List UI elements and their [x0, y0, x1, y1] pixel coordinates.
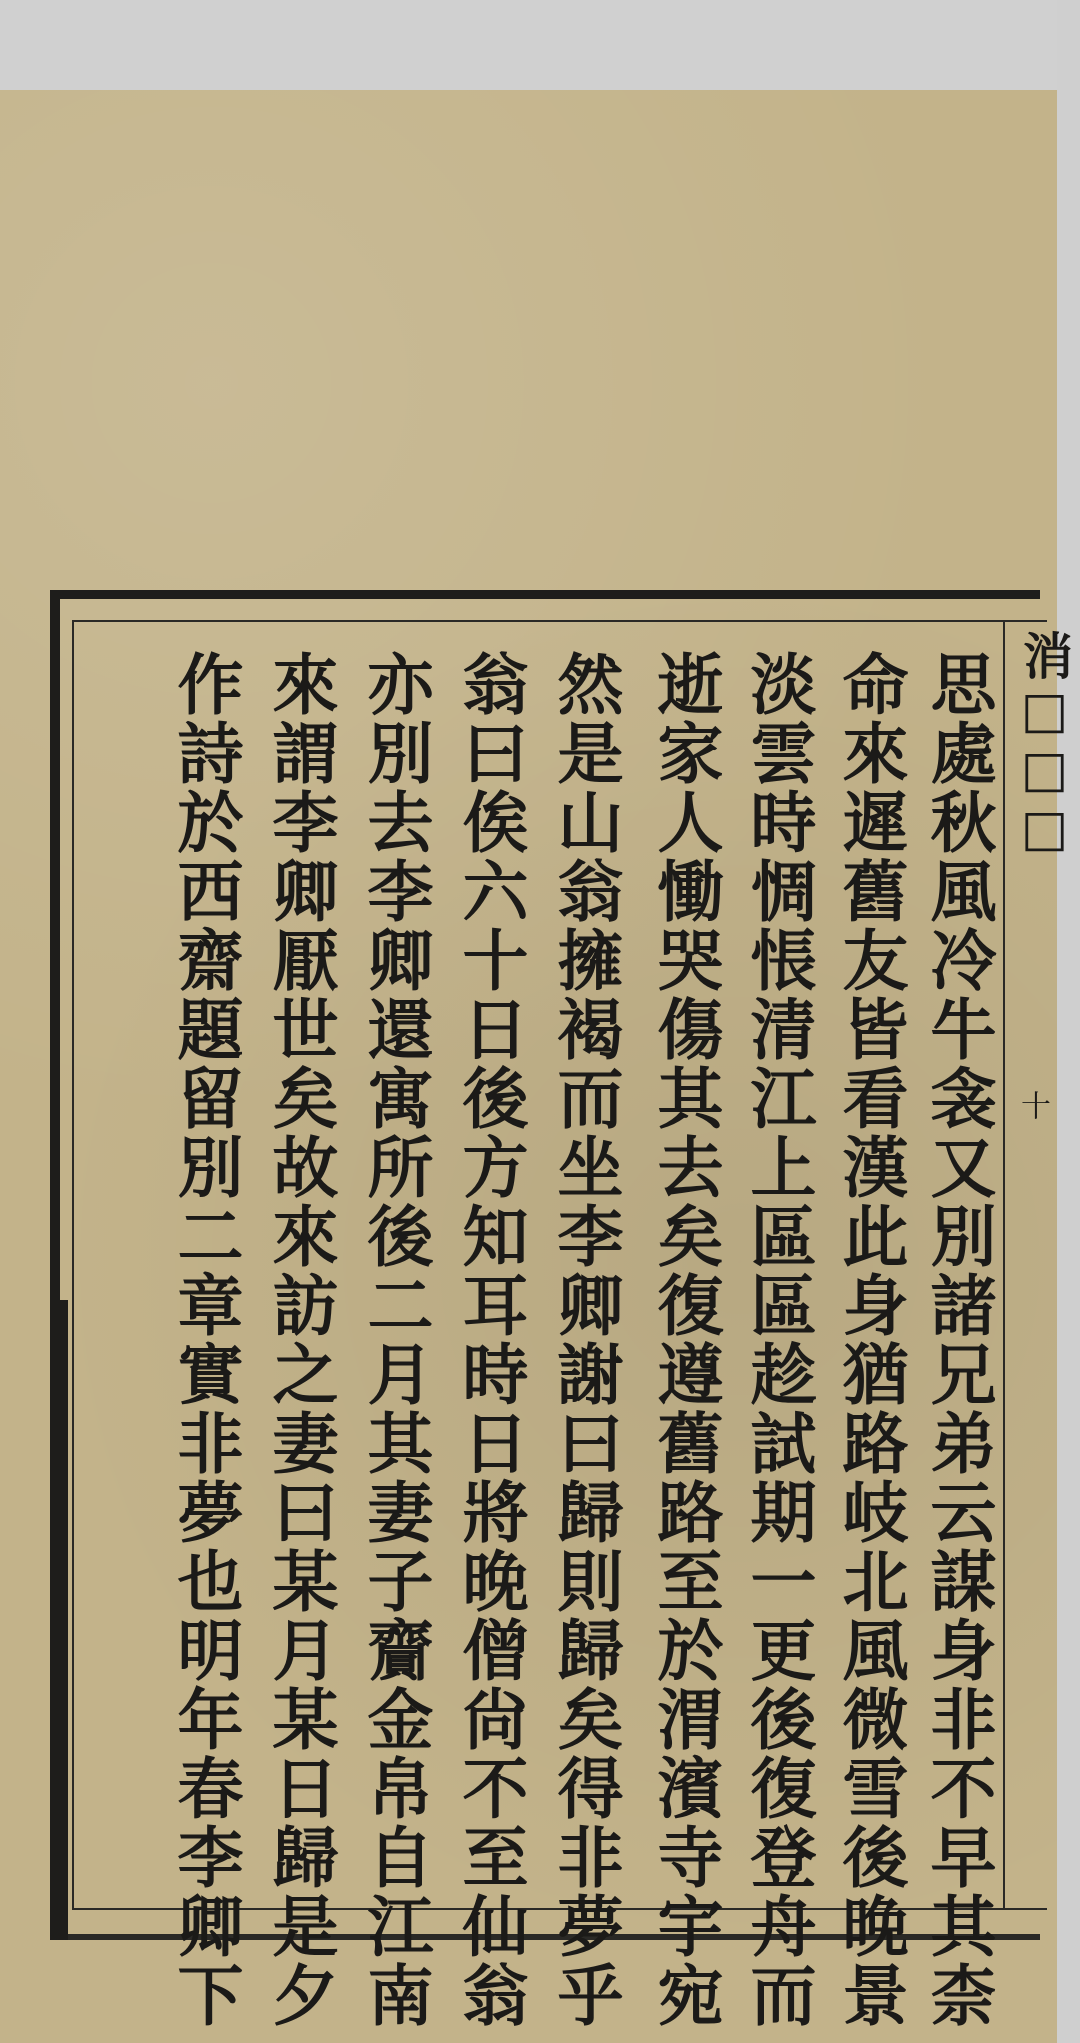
scan-margin — [0, 0, 1057, 90]
text-column-5: 然是山翁擁褐而坐李卿謝曰歸則歸矣得非夢乎 — [546, 650, 624, 2030]
text-column-6: 翁曰俟六十日後方知耳時日將晚僧尙不至仙翁 — [451, 650, 529, 2030]
text-column-7: 亦別去李卿還寓所後二月其妻子齎金帛自江南 — [356, 650, 434, 2030]
text-column-4: 逝家人慟哭傷其去矣復遵舊路至於渭濱寺宇宛 — [646, 650, 724, 2030]
text-column-1: 思處秋風冷牛衾又別諸兄弟云謀身非不早其柰 — [919, 650, 997, 2030]
banxin-title: 消□□□ — [1015, 630, 1074, 857]
page-edge-bar — [50, 1300, 68, 1940]
text-column-2: 命來遲舊友皆看漢此身猶路岐北風微雪後晚景 — [831, 650, 909, 2030]
text-column-9: 作詩於西齋題留別二章實非夢也明年春李卿下 — [166, 650, 244, 2030]
text-column-8: 來謂李卿厭世矣故來訪之妻曰某月某日歸是夕 — [261, 650, 339, 2030]
banxin-rule — [1003, 620, 1005, 1910]
page-number: 十 — [1015, 1090, 1050, 1120]
text-column-3: 淡雲時惆悵清江上區區趁試期一更後復登舟而 — [739, 650, 817, 2030]
